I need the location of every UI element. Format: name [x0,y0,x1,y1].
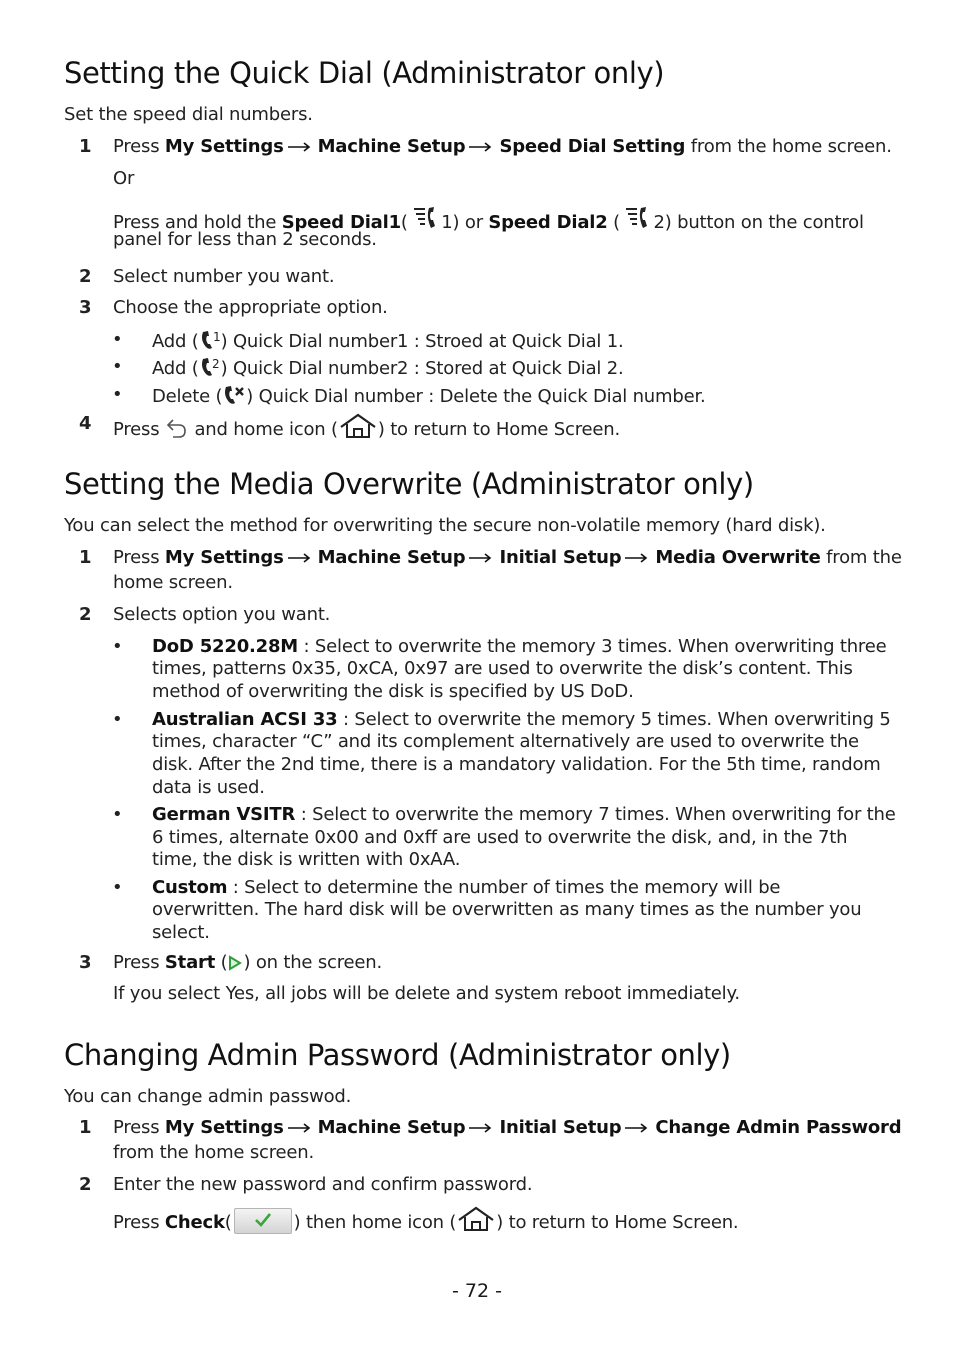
bullet: • [112,636,123,657]
section-title-media-overwrite: Setting the Media Overwrite (Administrator only) [64,467,754,501]
start-icon [227,954,243,972]
step-number: 1 [79,1117,92,1138]
list-item-line: method of overwriting the disk is specified by US DoD. [152,681,634,702]
list-item-line: times, patterns 0x35, 0xCA, 0x97 are used to overwrite the disk’s content. This [152,658,853,679]
list-item-line: overwritten. The hard disk will be overwritten as many times as the number you [152,899,862,920]
step-number: 1 [79,136,92,157]
step-text: Press Start ( ) on the screen. [113,952,382,973]
or-text: Or [113,168,135,189]
arrow-right-icon [288,142,312,152]
bullet: • [112,356,123,377]
check-icon [254,1212,272,1228]
step-number: 2 [79,604,92,625]
arrow-right-icon [469,553,493,563]
arrow-right-icon [625,1123,649,1133]
list-item: Delete ( ) Quick Dial number : Delete the Quick Dial number. [152,386,706,407]
list-item: DoD 5220.28M : Select to overwrite the memory 3 times. When overwriting three [152,636,887,657]
step-number: 1 [79,547,92,568]
section-intro: Set the speed dial numbers. [64,104,313,125]
svg-text:1: 1 [212,330,221,344]
list-item: Australian ACSI 33 : Select to overwrite the memory 5 times. When overwriting 5 [152,709,891,730]
svg-text:2: 2 [211,357,220,371]
list-item-line: data is used. [152,777,265,798]
arrow-right-icon [288,553,312,563]
step-text: Press My Settings Machine Setup Initial Setup Media Overwrite from the [113,547,902,568]
bullet: • [112,804,123,825]
step-text: Choose the appropriate option. [113,297,388,318]
check-button-image [234,1208,292,1234]
arrow-right-icon [469,1123,493,1133]
list-item: Add ( 1 ) Quick Dial number1 : Stroed at Quick Dial 1. [152,330,624,352]
step-number: 3 [79,952,92,973]
list-item: Custom : Select to determine the number of times the memory will be [152,877,781,898]
phone-add-icon [199,356,221,378]
home-icon [338,413,378,439]
list-item-line: 6 times, alternate 0x00 and 0xff are used to overwrite the disk, and, in the 7th [152,827,848,848]
step-number: 2 [79,1174,92,1195]
step-text: Press My Settings Machine Setup Speed Dial Setting from the home screen. [113,136,892,157]
back-icon [165,417,189,439]
step-text: Press and home icon ( ) to return to Home Screen. [113,413,620,442]
bullet: • [112,329,123,350]
bullet: • [112,877,123,898]
step-text: Select number you want. [113,266,335,287]
home-icon [456,1206,496,1232]
speed-dial-icon [625,204,653,232]
speed-dial-icon [413,204,441,232]
step-text: Press Check( ) then home icon ( ) to return to Home Screen. [113,1206,738,1235]
section-title-quick-dial: Setting the Quick Dial (Administrator only) [64,56,665,90]
section-title-admin-password: Changing Admin Password (Administrator only) [64,1038,731,1072]
list-item-line: disk. After the 2nd time, there is a mandatory validation. For the 5th time, random [152,754,881,775]
step-text-cont: home screen. [113,572,233,593]
list-item-line: times, character “C” and its complement alternatively are used to overwrite the [152,731,859,752]
arrow-right-icon [288,1123,312,1133]
arrow-right-icon [469,142,493,152]
section-intro: You can select the method for overwriting the secure non-volatile memory (hard disk). [64,515,826,536]
step-text: Press My Settings Machine Setup Initial Setup Change Admin Password [113,1117,902,1138]
step-number: 4 [79,413,92,434]
phone-delete-icon [222,384,246,406]
phone-add-icon [199,329,221,351]
arrow-right-icon [625,553,649,563]
page-number: - 72 - [452,1280,502,1302]
step-alt-text: Press and hold the Speed Dial1( 1) or Speed Dial2 ( 2) button on the control [113,204,864,235]
bullet: • [112,709,123,730]
list-item-line: time, the disk is written with 0xAA. [152,849,461,870]
step-text: Enter the new password and confirm password. [113,1174,533,1195]
step-number: 3 [79,297,92,318]
step-alt-text-cont: panel for less than 2 seconds. [113,229,377,250]
list-item-line: select. [152,922,210,943]
section-intro: You can change admin passwod. [64,1086,352,1107]
step-number: 2 [79,266,92,287]
list-item: German VSITR : Select to overwrite the memory 7 times. When overwriting for the [152,804,896,825]
step-note: If you select Yes, all jobs will be delete and system reboot immediately. [113,983,740,1004]
bullet: • [112,384,123,405]
step-text: Selects option you want. [113,604,331,625]
list-item: Add ( 2 ) Quick Dial number2 : Stored at Quick Dial 2. [152,357,624,379]
step-text-cont: from the home screen. [113,1142,314,1163]
